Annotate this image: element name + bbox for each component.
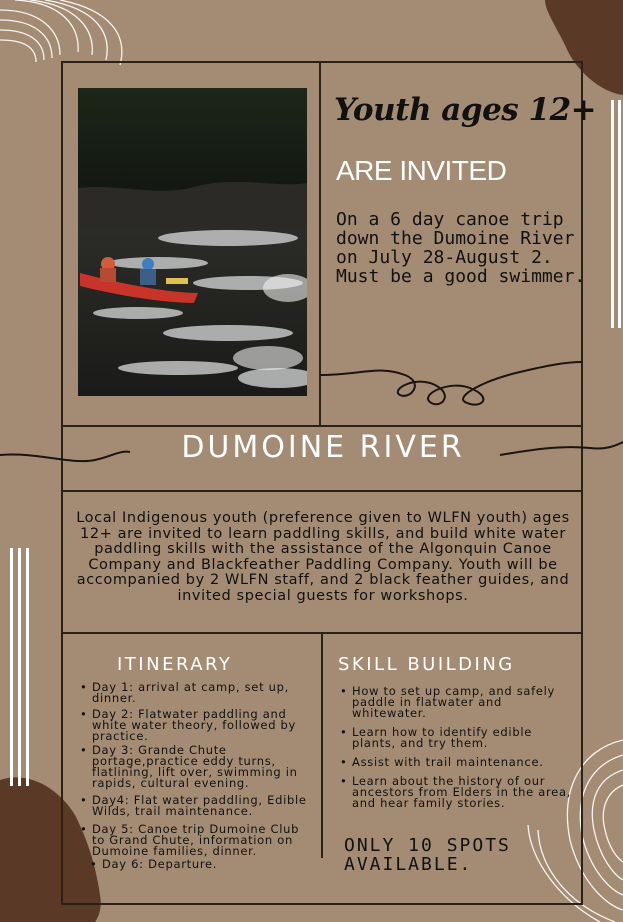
list-item: • Day 1: arrival at camp, set up, dinner.: [80, 682, 308, 704]
list-item: • Day 6: Departure.: [90, 859, 308, 870]
page-title: DUMOINE RIVER: [181, 430, 465, 465]
right-stripes: [610, 100, 623, 330]
youth-ages-heading: Youth ages 12+: [334, 92, 597, 128]
itinerary-heading: ITINERARY: [117, 654, 233, 675]
list-item: • How to set up camp, and safely paddle in flatwater and whitewater.: [340, 686, 572, 719]
list-item: • Learn about the history of our ancestors from Elders in the area, and hear family stories.: [340, 776, 572, 809]
list-item: • Learn how to identify edible plants, and try them.: [340, 727, 572, 749]
frame-top: [61, 61, 583, 63]
trip-intro-text: On a 6 day canoe trip down the Dumoine River on July 28-August 2. Must be a good swimmer.: [336, 209, 586, 287]
program-description: Local Indigenous youth (preference given to WLFN youth) ages 12+ are invited to learn paddling skills, and build white water paddling skills with the assistance of the Algonquin Canoe Company and Blackfeather Paddling Company. Youth will be accompanied by 2 WLFN staff, and 2 black feather guides, and invited special guests for workshops.: [76, 510, 570, 604]
divider-columns: [321, 632, 323, 858]
skill-building-heading: SKILL BUILDING: [338, 654, 515, 675]
frame-bottom: [61, 903, 583, 905]
list-item: • Day 2: Flatwater paddling and white water theory, followed by practice.: [80, 709, 308, 742]
divider-above-title: [61, 425, 583, 427]
list-item: • Day 3: Grande Chute portage,practice eddy turns, flatlining, lift over, swimming in rapids, cultural evening.: [80, 745, 308, 789]
spots-available-notice: ONLY 10 SPOTS AVAILABLE.: [344, 835, 511, 875]
left-stripes: [10, 548, 30, 788]
itinerary-list: [80, 682, 308, 870]
are-invited-heading: ARE INVITED: [336, 155, 507, 186]
list-item: • Assist with trail maintenance.: [340, 757, 572, 768]
divider-below-title: [61, 490, 583, 492]
list-item: • Day 5: Canoe trip Dumoine Club to Grand Chute, information on Dumoine families, dinner.: [80, 824, 308, 857]
skills-list: [340, 686, 572, 809]
canoe-rapids-photo: [78, 88, 307, 396]
top-left-arcs: [0, 0, 140, 90]
frame-left: [61, 61, 63, 905]
frame-right: [581, 61, 583, 905]
wave-decoration-top: [320, 350, 585, 420]
list-item: • Day4: Flat water paddling, Edible Wilds, trail maintenance.: [80, 795, 308, 817]
